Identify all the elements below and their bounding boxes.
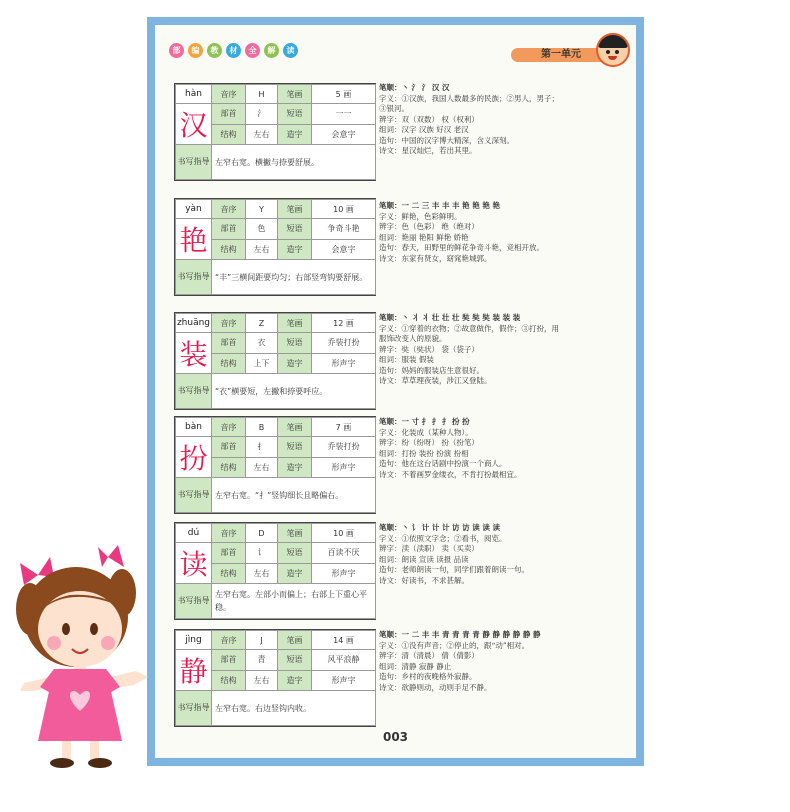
radical-value: 色: [246, 219, 278, 240]
note-line: 辨字：清（清晨） 倩（倩影）: [379, 651, 479, 660]
page-number: 003: [382, 730, 409, 744]
character-cell: 装: [176, 333, 212, 374]
series-title-char: 材: [226, 43, 241, 58]
strokes-value: 14 画: [312, 631, 376, 650]
girl-illustration-icon: [10, 545, 160, 779]
note-line: 造句：妈妈的服装店生意很好。: [379, 365, 484, 375]
radical-label: 部首: [212, 437, 246, 458]
strokes-value: 10 画: [312, 524, 376, 543]
radical-value: 氵: [246, 104, 278, 125]
phrase-value: 乔装打扮: [312, 437, 376, 458]
note-line: 组词：汉字 汉族 好汉 老汉: [379, 125, 469, 134]
order-value: B: [246, 418, 278, 437]
series-title-char: 解: [264, 43, 279, 58]
char-notes-block: [379, 313, 615, 387]
strokes-value: 5 画: [312, 85, 376, 104]
char-card: [174, 83, 376, 181]
note-line: 造句：春天，田野里的鲜花争奇斗艳，竞相开放。: [379, 243, 544, 252]
guide-label: 书写指导: [176, 478, 212, 513]
phrase-value: 一一: [312, 104, 376, 125]
order-value: H: [246, 85, 278, 104]
char-notes-block: [379, 630, 615, 693]
strokes-value: 10 画: [312, 200, 376, 219]
phrase-value: 百读不厌: [312, 543, 376, 564]
radical-value: 衣: [246, 333, 278, 354]
note-line: 造句：他在这台话剧中扮演一个商人。: [379, 459, 507, 468]
order-value: J: [246, 631, 278, 650]
formation-value: 形声字: [312, 670, 376, 691]
order-value: D: [246, 524, 278, 543]
formation-value: 形声字: [312, 353, 376, 374]
series-title-char: 部: [169, 43, 184, 58]
unit-label: 第一单元: [511, 48, 611, 62]
strokes-value: 7 画: [312, 418, 376, 437]
series-title-char: 全: [245, 43, 260, 58]
formation-value: 形声字: [312, 457, 376, 478]
note-line: 笔顺：丶 讠 计 计 计 访 访 读 读 读: [379, 523, 500, 532]
strokes-label: 笔画: [278, 524, 312, 543]
series-title: [169, 43, 298, 58]
page-sheet: [155, 25, 636, 758]
radical-value: 青: [246, 650, 278, 671]
char-card: [174, 522, 376, 620]
structure-value: 上下: [246, 353, 278, 374]
radical-label: 部首: [212, 104, 246, 125]
guide-label: 书写指导: [176, 145, 212, 180]
note-line: 诗文：东家有贤女，窈窕艳城郭。: [379, 253, 492, 263]
note-line: 组词：服装 假装: [379, 355, 434, 364]
note-line: 辨字：色（色彩） 绝（绝对）: [379, 222, 479, 231]
note-line: 笔顺：一 寸 扌 扌 扌 扮 扮: [379, 417, 470, 426]
structure-value: 左右: [246, 563, 278, 584]
guide-label: 书写指导: [176, 374, 212, 409]
phrase-label: 短语: [278, 333, 312, 354]
structure-label: 结构: [212, 353, 246, 374]
radical-label: 部首: [212, 543, 246, 564]
note-line: 造句：老师朗读一句，同学们跟着朗读一句。: [379, 565, 529, 574]
character-cell: 汉: [176, 104, 212, 145]
pinyin-cell: jìng: [176, 631, 212, 650]
guide-text: “丰”三横间距要均匀；右部竖弯钩要舒展。: [212, 260, 376, 295]
strokes-label: 笔画: [278, 314, 312, 333]
formation-label: 造字: [278, 124, 312, 145]
note-line: 笔顺：一 二 丰 丰 青 青 青 青 静 静 静 静 静 静: [379, 630, 541, 639]
note-line: 字义：①汉族，我国人数最多的民族；②男人，男子；: [379, 93, 559, 103]
structure-value: 左右: [246, 124, 278, 145]
note-line: 笔顺：丶 丬 丬 壮 壮 壮 奘 奘 奘 装 装 装: [379, 313, 521, 322]
order-label: 音序: [212, 200, 246, 219]
guide-text: 左窄右宽。“扌”竖钩细长且略偏右。: [212, 478, 376, 513]
note-line: 诗文：不着画罗金缕衣，不肯打扮最相宜。: [379, 469, 522, 479]
phrase-label: 短语: [278, 650, 312, 671]
guide-label: 书写指导: [176, 691, 212, 726]
guide-text: 左窄右宽。横撇与捺要舒展。: [212, 145, 376, 180]
char-notes-block: [379, 417, 615, 480]
radical-label: 部首: [212, 219, 246, 240]
note-line: 字义：鲜艳，色彩鲜明。: [379, 211, 462, 221]
char-notes-block: [379, 523, 615, 586]
character-cell: 静: [176, 650, 212, 691]
char-notes-block: [379, 83, 615, 157]
page-frame: [147, 17, 644, 766]
phrase-label: 短语: [278, 219, 312, 240]
pinyin-cell: yàn: [176, 200, 212, 219]
formation-value: 形声字: [312, 563, 376, 584]
phrase-value: 风平浪静: [312, 650, 376, 671]
formation-value: 会意字: [312, 239, 376, 260]
formation-label: 造字: [278, 353, 312, 374]
guide-label: 书写指导: [176, 584, 212, 619]
note-line: 辨字：奘（奘状） 袋（袋子）: [379, 344, 479, 354]
guide-text: 左窄右宽。左部小而偏上；右部上下重心平稳。: [212, 584, 376, 619]
char-card: [174, 312, 376, 410]
note-line: 组词：打扮 装扮 扮演 扮相: [379, 448, 469, 458]
note-line: 笔顺：丶 氵 氵 汉 汉: [379, 83, 450, 92]
order-label: 音序: [212, 418, 246, 437]
radical-label: 部首: [212, 650, 246, 671]
formation-label: 造字: [278, 239, 312, 260]
char-card: [174, 629, 376, 727]
structure-label: 结构: [212, 457, 246, 478]
structure-label: 结构: [212, 239, 246, 260]
note-line: 组词：艳丽 艳阳 鲜艳 娇艳: [379, 232, 469, 242]
structure-label: 结构: [212, 670, 246, 691]
series-title-char: 编: [188, 43, 203, 58]
series-title-char: 读: [283, 43, 298, 58]
series-title-char: 教: [207, 43, 222, 58]
structure-label: 结构: [212, 563, 246, 584]
order-label: 音序: [212, 524, 246, 543]
phrase-label: 短语: [278, 104, 312, 125]
radical-value: 讠: [246, 543, 278, 564]
note-line: 诗文：星汉灿烂，若出其里。: [379, 146, 477, 155]
note-line: 诗文：欲静则动，动则手足不静。: [379, 682, 492, 692]
guide-label: 书写指导: [176, 260, 212, 295]
char-card: [174, 416, 376, 514]
radical-label: 部首: [212, 333, 246, 354]
order-value: Z: [246, 314, 278, 333]
character-cell: 扮: [176, 437, 212, 478]
note-line: 字义：①依照文字念；②看书，阅览。: [379, 533, 507, 543]
char-card: [174, 198, 376, 296]
strokes-label: 笔画: [278, 85, 312, 104]
character-cell: 读: [176, 543, 212, 584]
note-line: 组词：朗读 宣读 读报 品读: [379, 554, 469, 564]
structure-value: 左右: [246, 239, 278, 260]
note-line: 字义：①穿着的衣物；②故意做作，假作；③打扮，用: [379, 323, 559, 333]
pinyin-cell: hàn: [176, 85, 212, 104]
note-line: 字义：①没有声音；②停止的，跟“动”相对。: [379, 640, 530, 650]
note-line: ③银河。: [379, 104, 409, 113]
phrase-label: 短语: [278, 437, 312, 458]
note-line: 字义：化装成（某种人物）。: [379, 427, 473, 437]
note-line: 诗文：好读书，不求甚解。: [379, 575, 469, 585]
order-value: Y: [246, 200, 278, 219]
formation-label: 造字: [278, 670, 312, 691]
boy-avatar-icon: [596, 33, 630, 67]
note-line: 造句：中国的汉字博大精深，含义深刻。: [379, 135, 514, 145]
formation-label: 造字: [278, 563, 312, 584]
guide-text: 左窄右宽。右边竖钩内收。: [212, 691, 376, 726]
order-label: 音序: [212, 314, 246, 333]
phrase-value: 争奇斗艳: [312, 219, 376, 240]
note-line: 诗文：草草理夜装，涉江又登陆。: [379, 376, 492, 385]
strokes-label: 笔画: [278, 418, 312, 437]
guide-text: “衣”横要短，左撇和捺要呼应。: [212, 374, 376, 409]
phrase-label: 短语: [278, 543, 312, 564]
radical-value: 扌: [246, 437, 278, 458]
pinyin-cell: bàn: [176, 418, 212, 437]
note-line: 辨字：渎（渎职） 卖（买卖）: [379, 544, 479, 553]
note-line: 服饰改变人的原貌。: [379, 334, 447, 343]
order-label: 音序: [212, 85, 246, 104]
structure-label: 结构: [212, 124, 246, 145]
phrase-value: 乔装打扮: [312, 333, 376, 354]
char-notes-block: [379, 201, 615, 264]
pinyin-cell: dú: [176, 524, 212, 543]
character-cell: 艳: [176, 219, 212, 260]
structure-value: 左右: [246, 670, 278, 691]
pinyin-cell: zhuāng: [176, 314, 212, 333]
formation-label: 造字: [278, 457, 312, 478]
note-line: 辨字：双（双数） 权（权利）: [379, 114, 479, 124]
note-line: 组词：清静 寂静 静止: [379, 661, 452, 671]
note-line: 造句：乡村的夜晚格外寂静。: [379, 672, 477, 681]
strokes-label: 笔画: [278, 200, 312, 219]
structure-value: 左右: [246, 457, 278, 478]
formation-value: 会意字: [312, 124, 376, 145]
order-label: 音序: [212, 631, 246, 650]
strokes-value: 12 画: [312, 314, 376, 333]
note-line: 辨字：纷（纷呀） 扮（扮笔）: [379, 438, 479, 447]
note-line: 笔顺：一 二 三 丰 丰 丰 艳 艳 艳 艳: [379, 201, 500, 210]
strokes-label: 笔画: [278, 631, 312, 650]
